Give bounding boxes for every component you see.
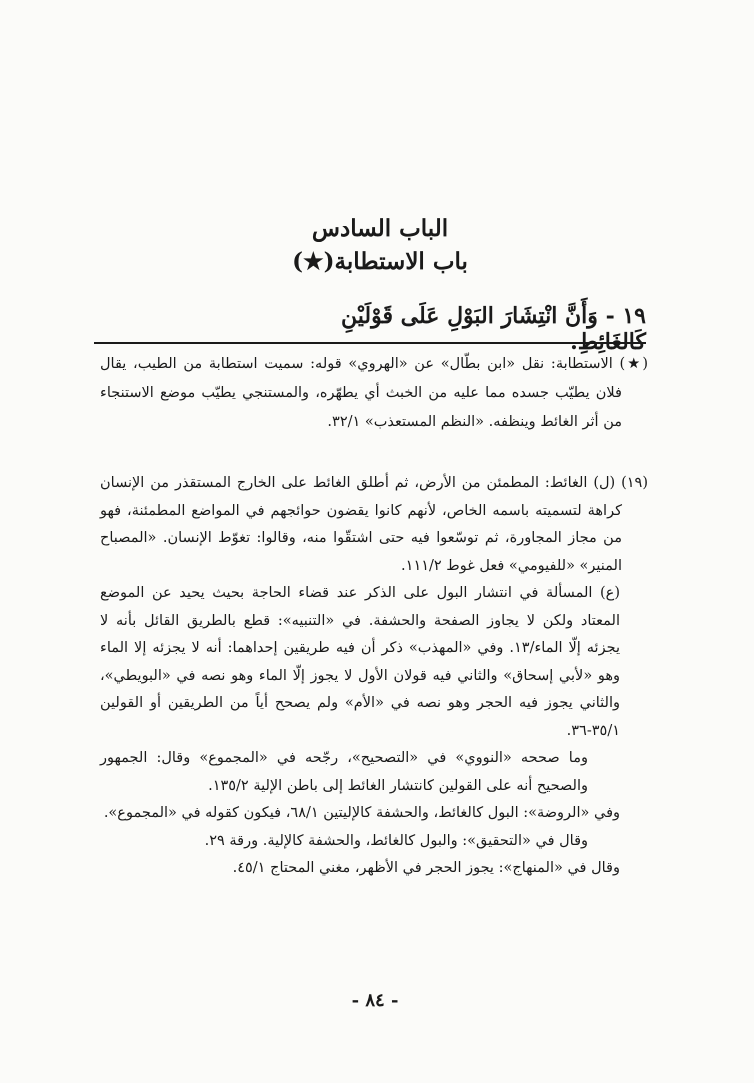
- footnote-separator: [94, 342, 646, 344]
- chapter-title: الباب السادس: [311, 215, 449, 242]
- page-number: - ٨٤ -: [351, 990, 399, 1011]
- footnote-paragraph: (★) الاستطابة: نقل «ابن بطّال» عن «الهروي» قوله: سميت استطابة من الطيب، يقال فلان يطيّب جسده مما عليه من الخبث أي يطهّره، والمستنجي يطيّب موضع الاستنجاء من أثر الغائط وينظفه. «النظم المستعذب» ٣٢/١.: [100, 356, 648, 430]
- footnote-paragraph: وفي «الروضة»: البول كالغائط، والحشفة كالإليتين ٦٨/١، فيكون كقوله في «المجموع».: [103, 805, 620, 821]
- footnote-paragraph: وما صححه «النووي» في «التصحيح»، رجّحه في «المجموع» وقال: الجمهور والصحيح أنه على القولين كانتشار الغائط إلى باطن الإلية ١٣٥/٢.: [100, 750, 588, 794]
- footnote-paragraph: (ع) المسألة في انتشار البول على الذكر عند قضاء الحاجة بحيث يحيد عن الموضع المعتاد ولكن لا يجاوز الصفحة والحشفة. في «التنبيه»: قطع بالطريق القائل بأنه لا يجزئه إلّا الماء/١٣. وفي «المهذب» ذكر أن فيه طريقين إحداهما: أنه لا يجزئه إلا الماء وهو «لأبي إسحاق» والثاني فيه قولان الأول لا يجوز إلّا الماء وهو نصه في «البويطي»، والثاني يجوز فيه الحجر وهو نصه في «الأم» ولم يصحح أياً من الطريقين أو القولين ٣٥/١-٣٦.: [100, 585, 620, 739]
- chapter-heading: [200, 212, 560, 278]
- footnote-paragraph: وقال في «المنهاج»: يجوز الحجر في الأظهر، مغني المحتاج ٤٥/١.: [232, 860, 620, 876]
- footnote-paragraph: وقال في «التحقيق»: والبول كالغائط، والحشفة كالإلية. ورقة ٢٩.: [204, 832, 588, 849]
- verse-line: ١٩ - وَأَنَّ انْتِشَارَ البَوْلِ عَلَى قَوْلَيْنِ كَالغَائِطِ.: [341, 303, 646, 355]
- section-title: باب الاستطابة(★): [292, 248, 468, 275]
- footnote-19: [100, 470, 648, 883]
- footnote-paragraph: (١٩) (ل) الغائط: المطمئن من الأرض، ثم أطلق الغائط على الخارج المستقذر من الإنسان كراهة لتسميته باسمه الخاص، لأنهم كانوا يقضون حوائجهم في المواضع المطمئنة، فهو من مجاز المجاورة، ثم توسّعوا فيه حتى اشتقّوا منه، وقالوا: تغوّط الإنسان. «المصباح المنير» «للفيومي» فعل غوط ١١١/٢.: [100, 475, 648, 574]
- footnote-star: [100, 350, 648, 437]
